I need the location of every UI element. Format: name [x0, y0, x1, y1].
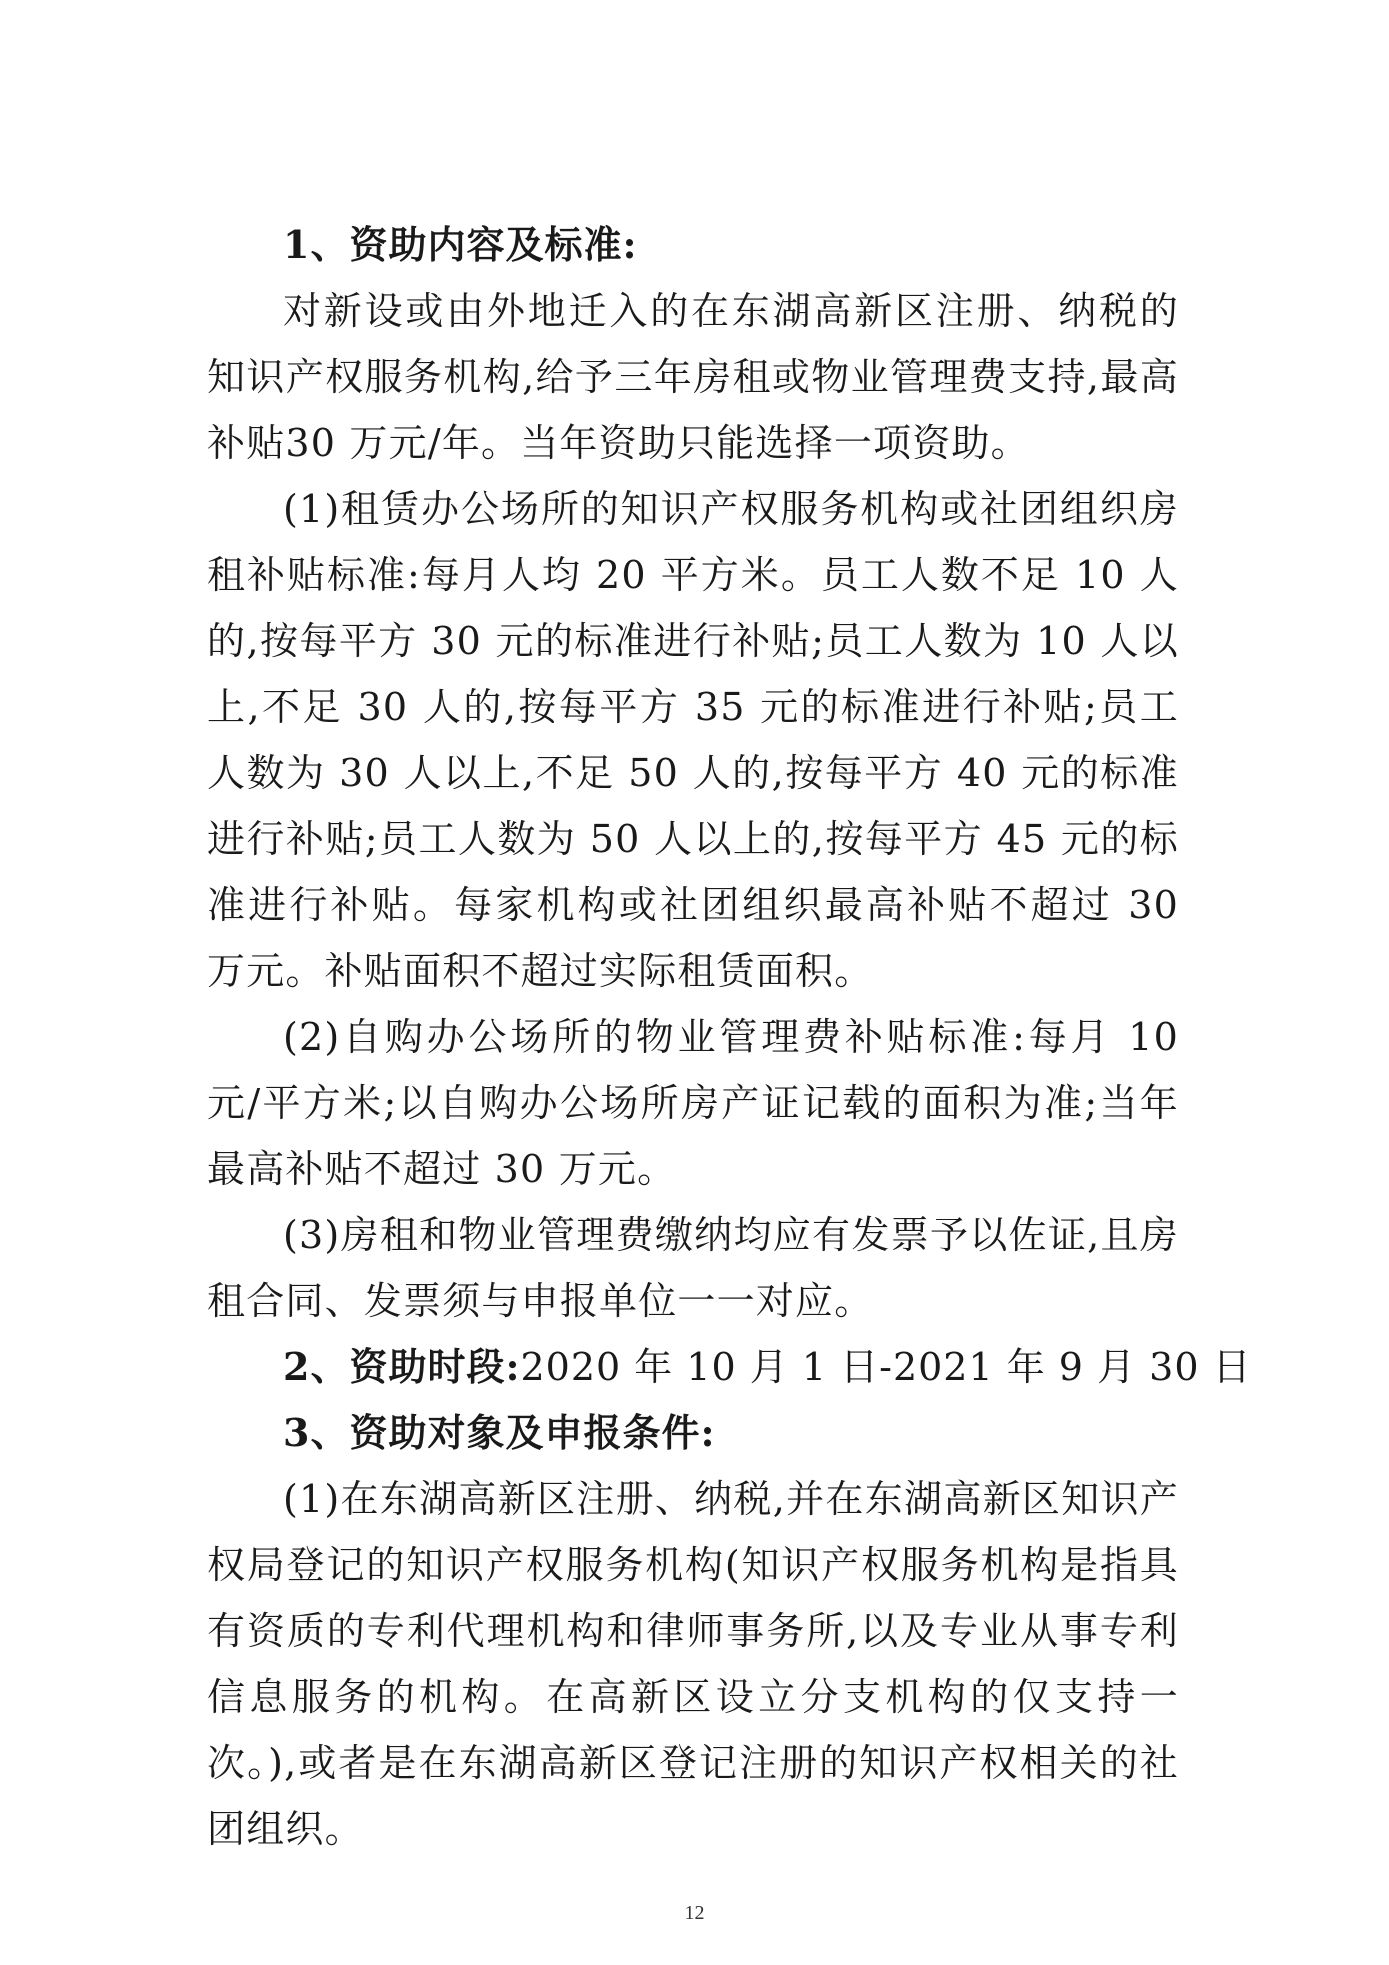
section-1-heading: 1、资助内容及标准:	[283, 222, 638, 267]
section-2-label: 2、资助时段:	[283, 1344, 521, 1389]
section-3-item-1: (1)在东湖高新区注册、纳税,并在东湖高新区知识产权局登记的知识产权服务机构(知识产权服务机构是指具有资质的专利代理机构和律师事务所,以及专业从事专利信息服务的机构。在高新区设立分支机构的仅支持一次。),或者是在东湖高新区登记注册的知识产权相关的社团组织。	[207, 1477, 1179, 1851]
section-2-line	[207, 1334, 1252, 1400]
section-1-item-3: (3)房租和物业管理费缴纳均应有发票予以佐证,且房租合同、发票须与申报单位一一对应。	[207, 1213, 1179, 1323]
section-3-heading: 3、资助对象及申报条件:	[283, 1410, 716, 1455]
document-body	[207, 212, 1252, 1862]
section-1-item-2: (2)自购办公场所的物业管理费补贴标准:每月 10 元/平方米;以自购办公场所房产证记载的面积为准;当年最高补贴不超过 30 万元。	[207, 1015, 1179, 1191]
section-1-intro: 对新设或由外地迁入的在东湖高新区注册、纳税的知识产权服务机构,给予三年房租或物业管理费支持,最高补贴30 万元/年。当年资助只能选择一项资助。	[207, 289, 1179, 465]
page-number: 12	[684, 1902, 705, 1924]
section-1-item-1: (1)租赁办公场所的知识产权服务机构或社团组织房租补贴标准:每月人均 20 平方米。员工人数不足 10 人的,按每平方 30 元的标准进行补贴;员工人数为 10 人以上,不足 30 人的,按每平方 35 元的标准进行补贴;员工人数为 30 人以上,不足 50 人的,按每平方 40 元的标准进行补贴;员工人数为 50 人以上的,按每平方 45 元的标准进行补贴。每家机构或社团组织最高补贴不超过 30 万元。补贴面积不超过实际租赁面积。	[207, 487, 1179, 993]
section-2-value: 2020 年 10 月 1 日-2021 年 9 月 30 日	[520, 1345, 1252, 1389]
